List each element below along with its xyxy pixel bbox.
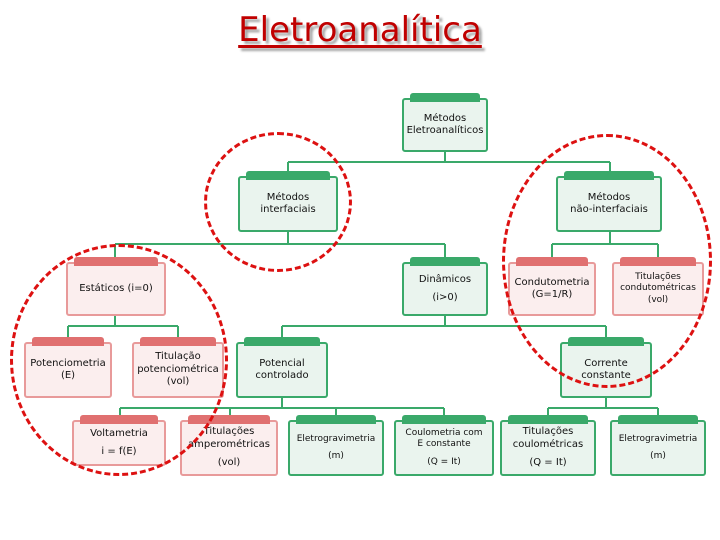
node-label: i = f(E) — [101, 446, 137, 457]
node-tab — [296, 415, 376, 424]
node-label: Eletrogravimetria — [618, 433, 698, 444]
node-label: (vol) — [166, 376, 190, 388]
node-label: (Q = It) — [529, 457, 567, 469]
node-label: (m) — [650, 451, 666, 461]
node-label: (m) — [328, 451, 344, 461]
node-label: (vol) — [647, 294, 669, 305]
node-label: (G=1/R) — [531, 289, 573, 300]
node-eletrogravimetria-1 — [288, 420, 384, 476]
node-tab — [244, 337, 320, 346]
node-label: Titulação — [155, 351, 201, 363]
node-label: (E) — [60, 370, 76, 381]
node-label: (vol) — [217, 457, 241, 469]
node-label: controlado — [255, 370, 309, 381]
node-label: Condutometria — [514, 276, 590, 288]
node-tab — [618, 415, 698, 424]
node-label: Métodos — [266, 191, 310, 203]
node-eletrogravimetria-2 — [610, 420, 706, 476]
node-label: Corrente — [584, 357, 628, 369]
node-tab — [410, 93, 480, 102]
node-label: Titulações — [522, 426, 574, 438]
node-label: Estáticos (i=0) — [79, 282, 153, 294]
node-label: Métodos — [587, 191, 631, 203]
node-label: Eletrogravimetria — [296, 433, 376, 444]
node-label: Potencial — [259, 357, 305, 369]
node-label: Métodos — [423, 112, 467, 124]
node-label: interfaciais — [260, 204, 316, 215]
node-label: potenciométrica — [137, 363, 219, 375]
node-label: constante — [581, 370, 631, 381]
node-tab — [508, 415, 588, 424]
node-label: (Q = It) — [427, 456, 461, 467]
node-label: condutométricas — [620, 283, 696, 294]
node-coulometria-e-constante — [394, 420, 494, 476]
node-label: amperométricas — [188, 438, 270, 450]
node-tab — [402, 415, 486, 424]
node-label: Titulações — [203, 426, 255, 438]
node-label: Coulometria com — [405, 428, 483, 439]
node-dinamicos — [402, 262, 488, 316]
node-label: coulométricas — [512, 438, 584, 450]
node-label: Voltametria — [90, 427, 148, 439]
node-label: Dinâmicos — [418, 273, 472, 285]
page-title: Eletroanalítica — [238, 10, 482, 50]
node-label: não-interfaciais — [570, 204, 648, 215]
node-label: Titulações — [635, 272, 681, 283]
node-label: (i>0) — [432, 292, 458, 303]
annotation-circle-estaticos — [10, 244, 228, 476]
node-potencial-controlado — [236, 342, 328, 398]
node-label: Eletroanalíticos — [406, 125, 484, 136]
node-titulacoes-coulometricas — [500, 420, 596, 476]
node-tab — [410, 257, 480, 266]
annotation-circle-interfaciais — [204, 132, 352, 272]
node-label: E constante — [417, 439, 471, 450]
annotation-circle-nao-interfaciais — [502, 134, 712, 388]
node-label: Potenciometria — [30, 357, 106, 369]
node-metodos-eletroanaliticos — [402, 98, 488, 152]
